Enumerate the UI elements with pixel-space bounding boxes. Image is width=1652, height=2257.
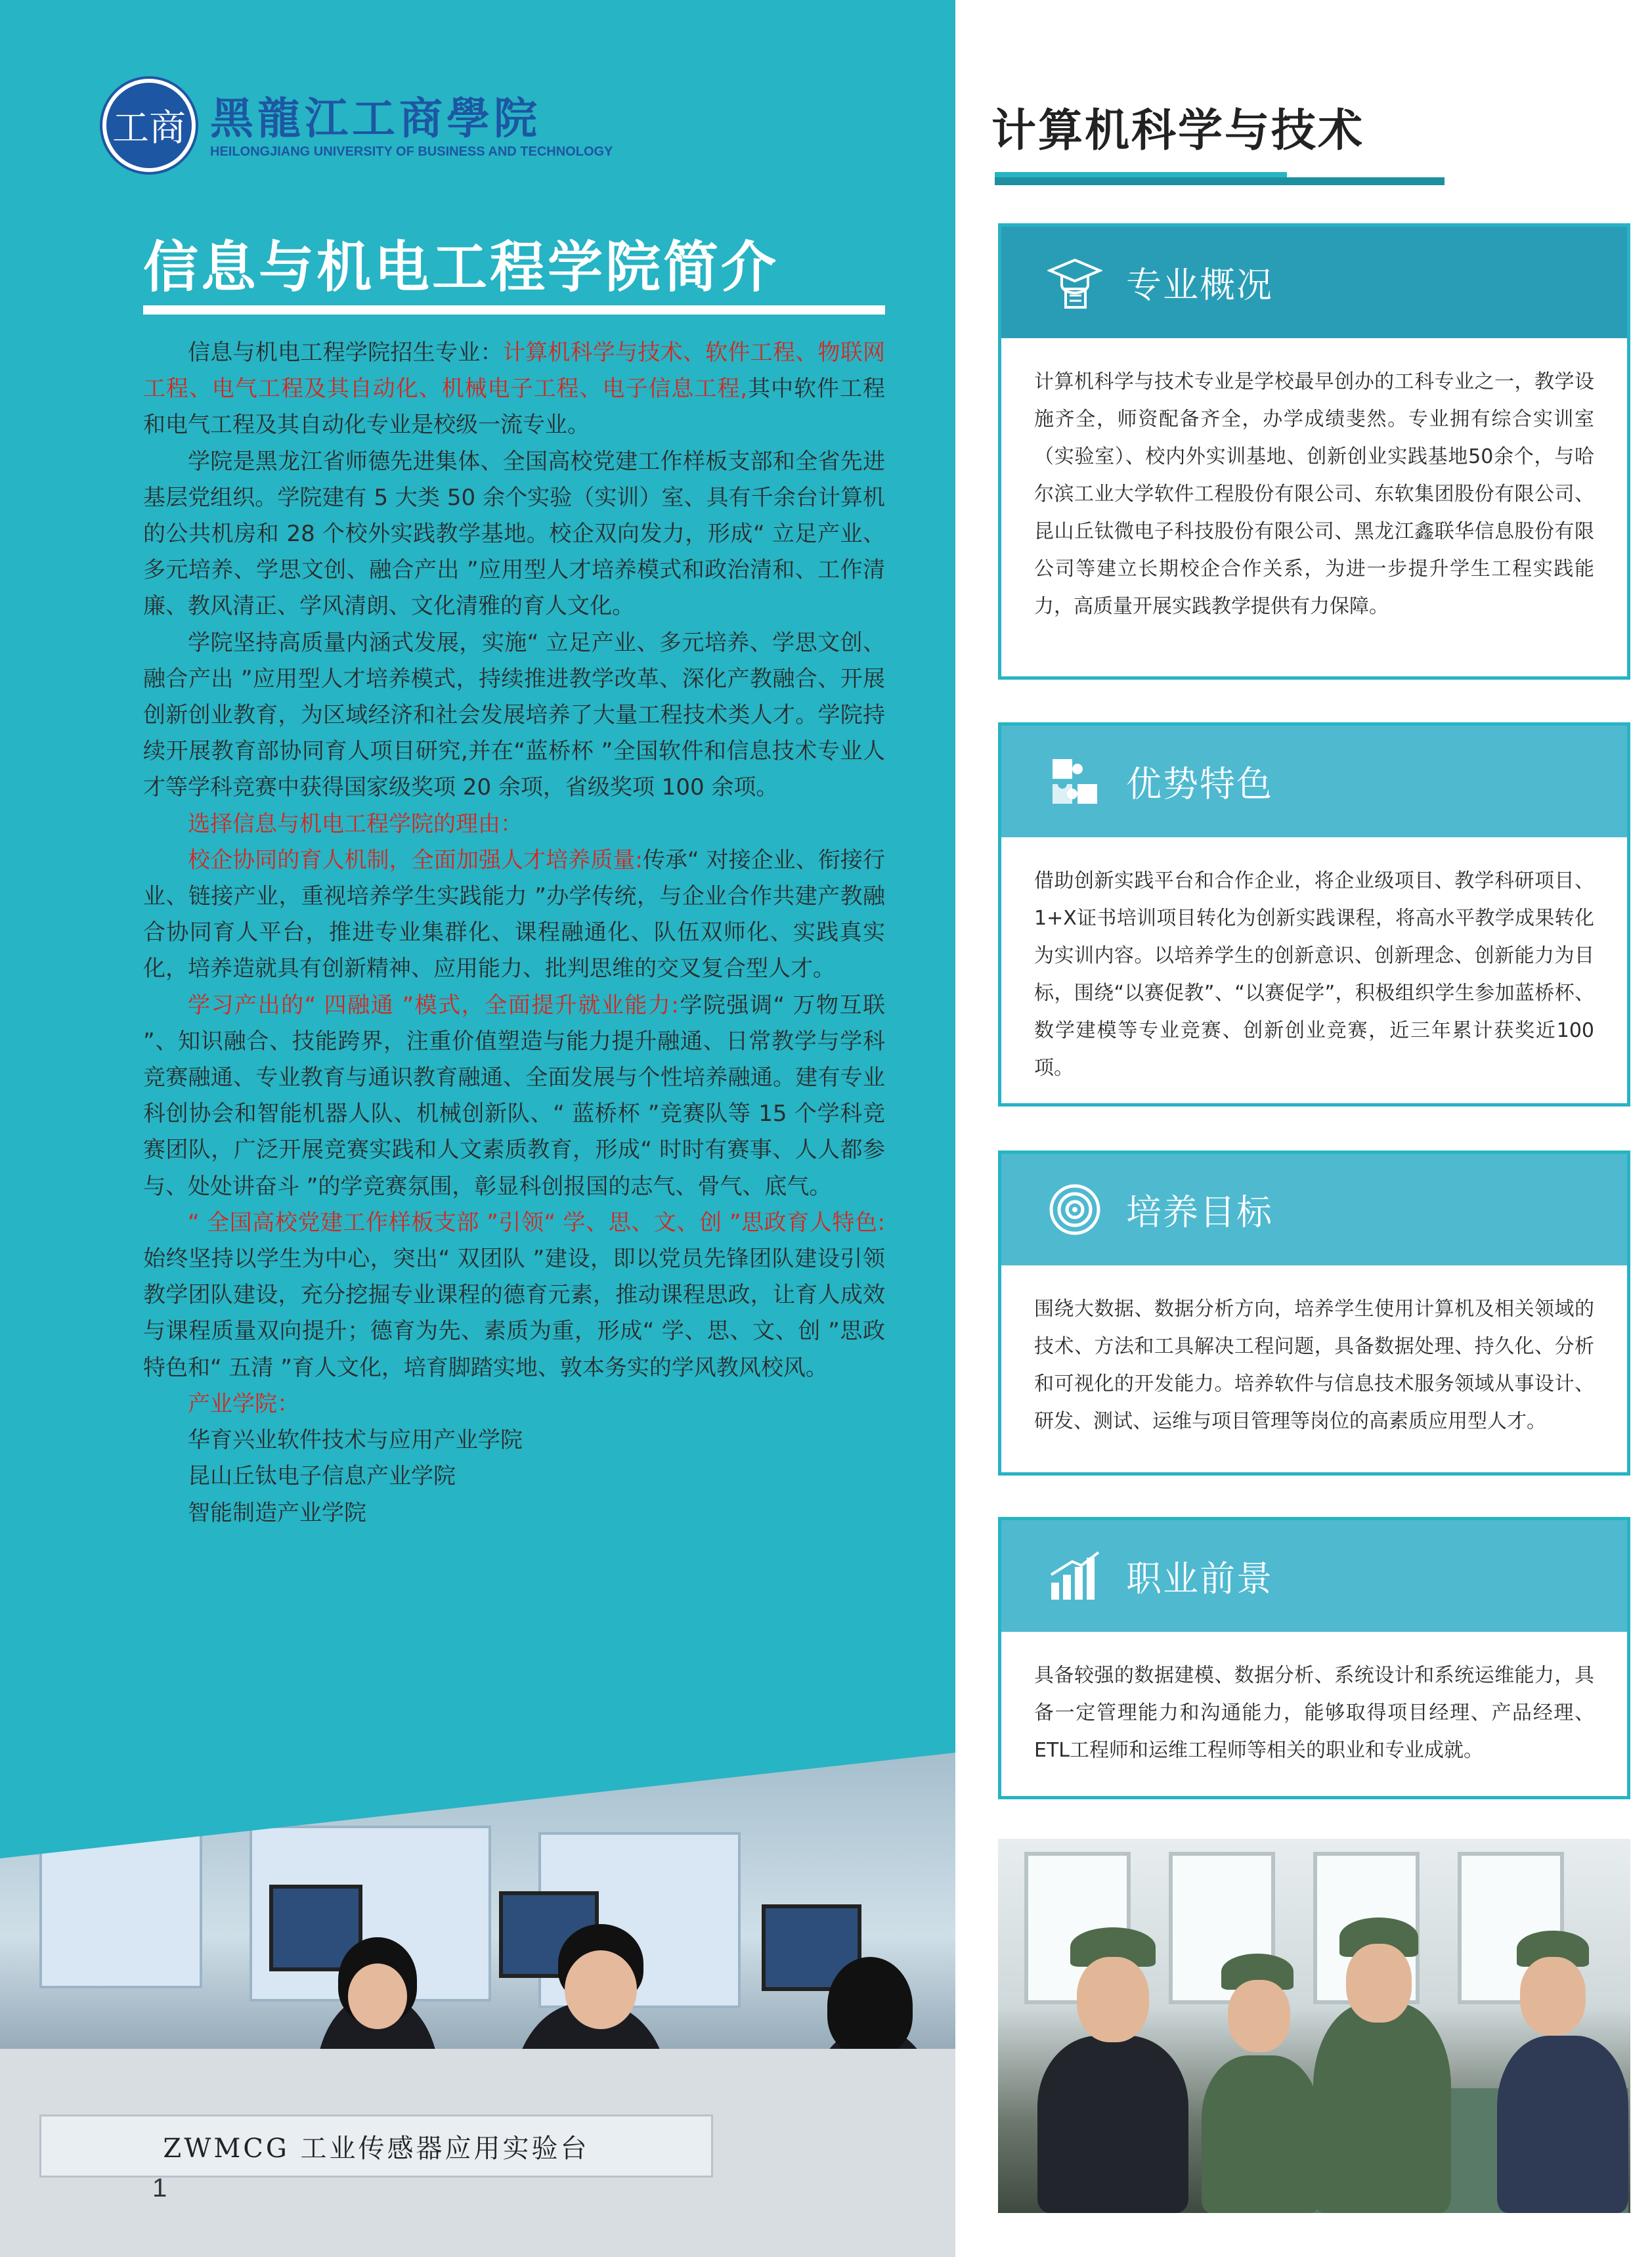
card-body: 具备较强的数据建模、数据分析、系统设计和系统运维能力，具备一定管理能力和沟通能力，能够取得项目经理、产品经理、ETL工程师和运维工程师等相关的职业和专业成就。: [1034, 1664, 1594, 1762]
reason-1-lead: 校企协同的育人机制，全面加强人才培养质量:: [188, 846, 643, 873]
reason-1-body: 传承“ 对接企业、衔接行业、链接产业，重视培养学生实践能力 ”办学传统，与企业合作共建产教融合协同育人平台，推进专业集群化、课程融通化、队伍双师化、实践真实化，培养造就具有创新精神、应用能力、批判思维的交叉复合型人才。: [143, 846, 885, 982]
card-header: [1001, 227, 1627, 338]
reason-3: [143, 1205, 885, 1386]
card-title: 职业前景: [1126, 1558, 1273, 1600]
target-icon: [1047, 1182, 1102, 1237]
industry-item: 华育兴业软件技术与应用产业学院: [188, 1427, 523, 1454]
reason-3-lead: “ 全国高校党建工作样板支部 ”引领“ 学、思、文、创 ”思政育人特色:: [188, 1209, 885, 1236]
student-face: [1077, 1957, 1149, 2042]
student-face: [1228, 1980, 1290, 2052]
intro-paragraph-development: 学院坚持高质量内涵式发展，实施“ 立足产业、多元培养、学思文创、融合产出 ”应用型人才培养模式，持续推进教学改革、深化产教融合、开展创新创业教育，为区域经济和社会发展培养了大量工程技术类人才。学院持续开展教育部协同育人项目研究,并在“蓝桥杯 ”全国软件和信息技术专业人才等学科竞赛中获得国家级奖项 20 余项，省级奖项 100 余项。: [143, 629, 885, 801]
card-strengths: [998, 722, 1630, 1107]
intro-paragraph-honors: 学院是黑龙江省师德先进集体、全国高校党建工作样板支部和全省先进基层党组织。学院建有 5 大类 50 余个实验（实训）室、具有千余台计算机的公共机房和 28 个校外实践教学基地。校企双向发力，形成“ 立足产业、多元培养、学思文创、融合产出 ”应用型人才培养模式和政治清和、工作清廉、教风清正、学风清朗、文化清雅的育人文化。: [143, 448, 885, 620]
graduate-icon: [1047, 255, 1102, 310]
major-title: 计算机科学与技术: [991, 105, 1365, 157]
student: [1037, 2036, 1188, 2213]
university-name-en: HEILONGJIANG UNIVERSITY OF BUSINESS AND TECHNOLOGY: [210, 144, 613, 159]
instructor-face: [1520, 1957, 1586, 2036]
university-name-cn: 黑龍江工商學院: [210, 92, 541, 144]
page-number: 1: [152, 2174, 167, 2202]
puzzle-icon: [1047, 754, 1102, 809]
bar-chart-icon: [1047, 1548, 1102, 1604]
card-header: [1001, 1154, 1627, 1265]
card-objectives: [998, 1150, 1630, 1476]
reason-2: [143, 988, 885, 1205]
card-title: 专业概况: [1126, 264, 1273, 306]
instructor-face: [1346, 1944, 1412, 2023]
card-header: [1001, 1520, 1627, 1632]
majors-lead: 信息与机电工程学院招生专业：: [188, 340, 503, 366]
card-body: 围绕大数据、数据分析方向，培养学生使用计算机及相关领域的技术、方法和工具解决工程问题，具备数据处理、持久化、分析和可视化的开发能力。培养软件与信息技术服务领域从事设计、研发、测试、运维与项目管理等岗位的高素质应用型人才。: [1034, 1298, 1594, 1433]
university-seal-icon: 工商: [102, 79, 196, 172]
workshop-photo: [998, 1839, 1630, 2213]
reason-1: [143, 843, 885, 988]
student-face: [565, 1950, 637, 2029]
student-hair: [827, 1957, 913, 2055]
card-body: 借助创新实践平台和合作企业，将企业级项目、教学科研项目、1+X证书培训项目转化为创新实践课程，将高水平教学成果转化为实训内容。以培养学生的创新意识、创新理念、创新能力为目标，围绕“以赛促教”、“以赛促学”，积极组织学生参加蓝桥杯、数学建模等专业竞赛、创新创业竞赛，近三年累计获奖近100项。: [1034, 869, 1594, 1080]
intro-body: [143, 335, 885, 1531]
reason-2-lead: 学习产出的“ 四融通 ”模式，全面提升就业能力:: [188, 992, 679, 1019]
logo-wordmark: [210, 92, 613, 160]
intro-title: 信息与机电工程学院简介: [143, 235, 779, 299]
reasons-heading: 选择信息与机电工程学院的理由：: [188, 810, 523, 837]
intro-paragraph-majors: [143, 335, 885, 444]
industry-heading: 产业学院：: [188, 1390, 299, 1417]
reason-3-body: 始终坚持以学生为中心，突出“ 双团队 ”建设，即以党员先锋团队建设引领教学团队建设，充分挖掘专业课程的德育元素，推动课程思政，让育人成效与课程质量双向提升；德育为先、素质为重，形成“ 学、思、文、创 ”思政特色和“ 五清 ”育人文化，培育脚踏实地、敦本务实的学风教风校风。: [143, 1246, 885, 1381]
instructor: [1313, 2003, 1451, 2213]
card-header: [1001, 726, 1627, 837]
card-career: [998, 1517, 1630, 1799]
reason-2-body: 学院强调“ 万物互联 ”、知识融合、技能跨界，注重价值塑造与能力提升融通、日常教学与学科竞赛融通、专业教育与通识教育融通、全面发展与个性培养融通。建有专业科创协会和智能机器人队、机械创新队、“ 蓝桥杯 ”竞赛队等 15 个学科竞赛团队，广泛开展竞赛实践和人文素质教育，形成“ 时时有赛事、人人都参与、处处讲奋斗 ”的学竞赛氛围，彰显科创报国的志气、骨气、底气。: [143, 992, 885, 1200]
lab-bench-nameplate: ZWMCG 工业传感器应用实验台: [39, 2115, 713, 2178]
major-title-accent: [995, 172, 1287, 177]
major-title-divider: [995, 177, 1445, 185]
instructor: [1497, 2036, 1628, 2213]
card-overview: [998, 223, 1630, 680]
industry-item: 昆山丘钛电子信息产业学院: [188, 1463, 456, 1490]
intro-title-divider: [143, 305, 885, 315]
majors-tail: 其中软件工程和电气工程及其自动化专业是校级一流专业。: [143, 376, 886, 439]
card-title: 优势特色: [1126, 763, 1273, 805]
university-logo: [102, 79, 613, 172]
majors-list: 计算机科学与技术、软件工程、物联网工程、电气工程及其自动化、机械电子工程、电子信息工程,: [143, 340, 885, 403]
card-body: 计算机科学与技术专业是学校最早创办的工科专业之一，教学设施齐全，师资配备齐全，办学成绩斐然。专业拥有综合实训室（实验室）、校内外实训基地、创新创业实践基地50余个，与哈尔滨工业大学软件工程股份有限公司、东软集团股份有限公司、昆山丘钛微电子科技股份有限公司、黑龙江鑫联华信息股份有限公司等建立长期校企合作关系，为进一步提升学生工程实践能力，高质量开展实践教学提供有力保障。: [1034, 370, 1594, 618]
student-face: [348, 1963, 407, 2029]
card-title: 培养目标: [1126, 1191, 1273, 1233]
industry-item: 智能制造产业学院: [188, 1499, 366, 1526]
student: [1202, 2055, 1320, 2213]
